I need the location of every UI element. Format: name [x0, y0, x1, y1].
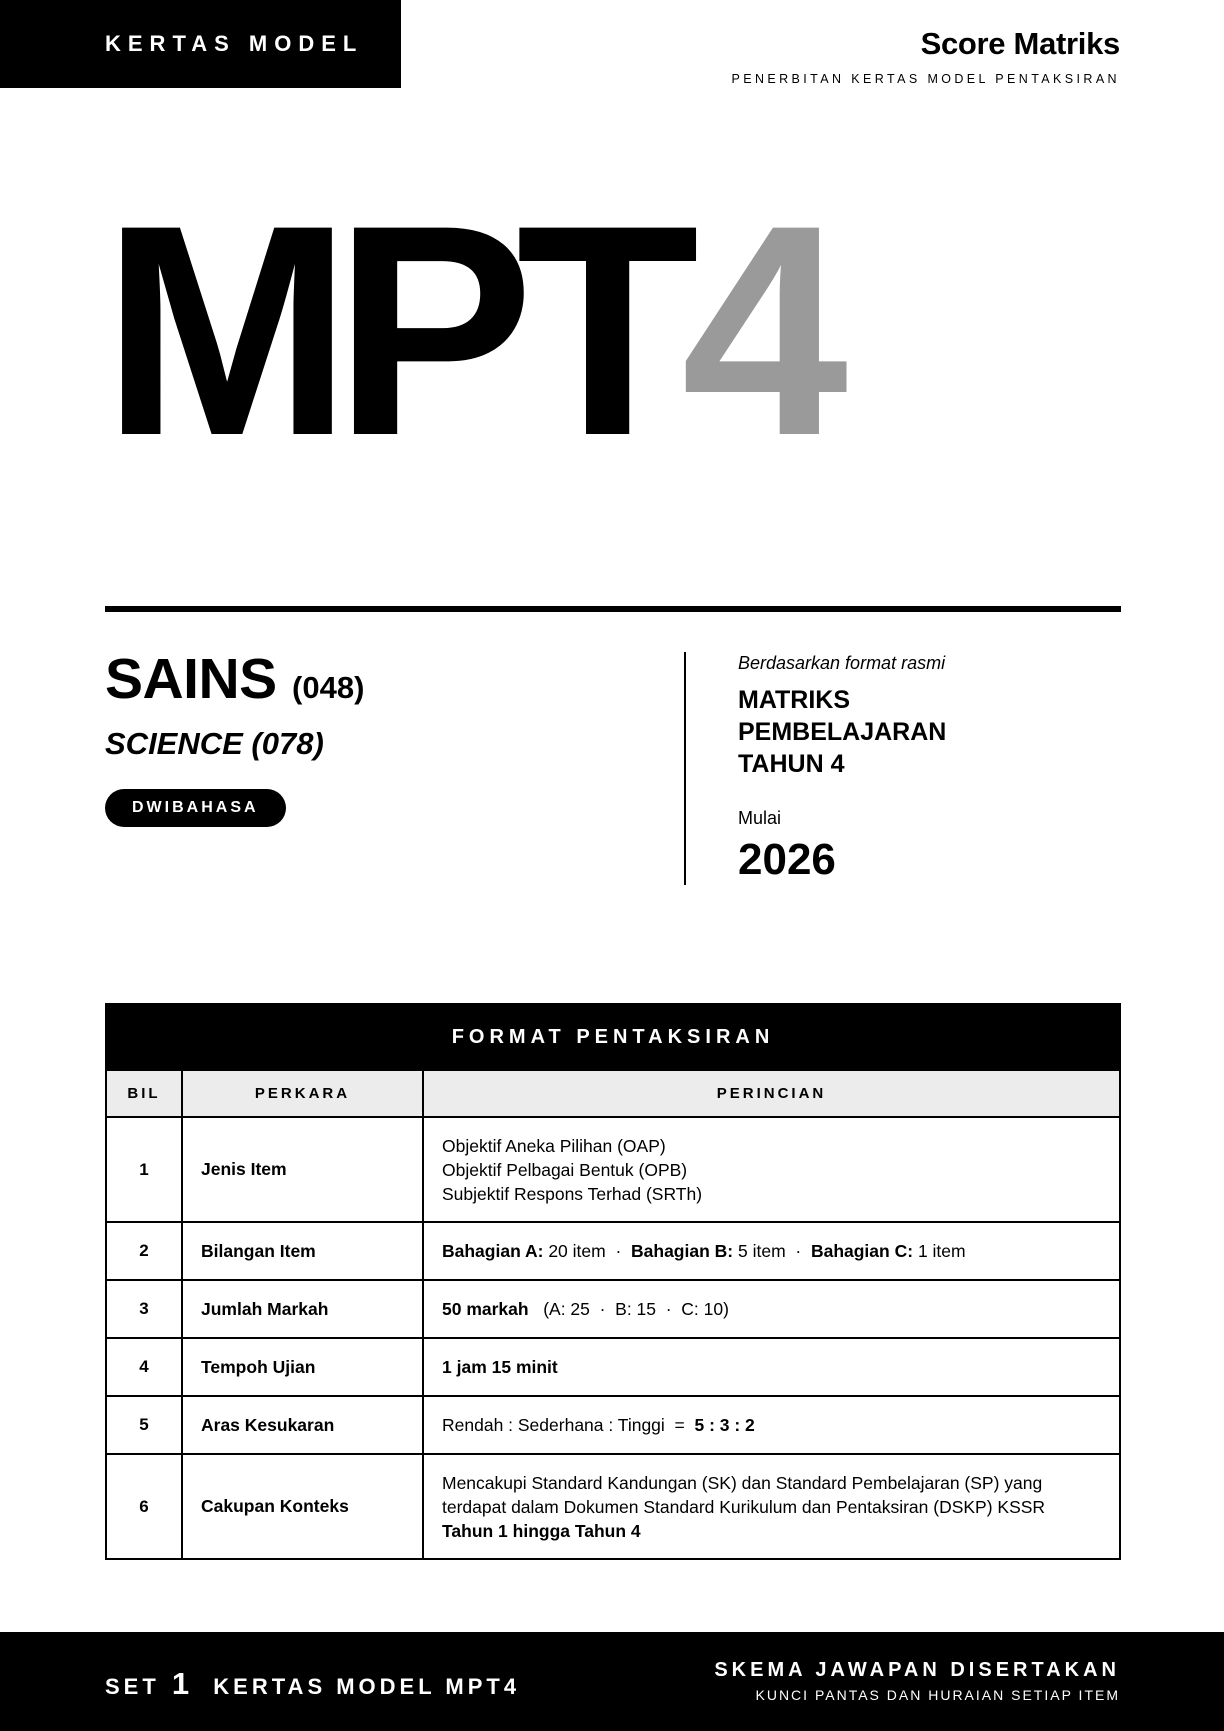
language-badge: DWIBAHASA — [105, 789, 286, 827]
row-item: Bilangan Item — [182, 1222, 423, 1280]
hero-title — [102, 162, 831, 498]
table-row — [106, 1396, 1120, 1454]
set-label: SET — [105, 1674, 160, 1699]
start-year: 2026 — [738, 835, 836, 884]
publisher-tagline: PENERBITAN KERTAS MODEL PENTAKSIRAN — [731, 72, 1120, 86]
subject-english: SCIENCE (078) — [105, 726, 324, 761]
section-a-value: 20 item — [548, 1241, 606, 1261]
series-label: KERTAS MODEL MPT4 — [213, 1674, 521, 1699]
answer-scheme-subtitle: KUNCI PANTAS DAN HURAIAN SETIAP ITEM — [755, 1687, 1120, 1703]
row-detail — [423, 1117, 1120, 1222]
curriculum-title — [738, 684, 946, 780]
row-item: Jenis Item — [182, 1117, 423, 1222]
subject-block — [105, 647, 365, 827]
table-row — [106, 1117, 1120, 1222]
row-item: Cakupan Konteks — [182, 1454, 423, 1559]
column-header-bil: BIL — [106, 1070, 182, 1117]
row-detail — [423, 1454, 1120, 1559]
column-header-perincian: PERINCIAN — [423, 1070, 1120, 1117]
row-number: 3 — [106, 1280, 182, 1338]
curriculum-info — [738, 653, 946, 885]
row-number: 1 — [106, 1117, 182, 1222]
detail-line: terdapat dalam Dokumen Standard Kurikulum dan Pentaksiran (DSKP) KSSR — [442, 1496, 1046, 1517]
row-number: 6 — [106, 1454, 182, 1559]
row-item: Jumlah Markah — [182, 1280, 423, 1338]
row-detail — [423, 1222, 1120, 1280]
difficulty-label: Rendah : Sederhana : Tinggi = — [442, 1415, 685, 1435]
marks-breakdown: (A: 25 · B: 15 · C: 10) — [543, 1299, 729, 1319]
start-label: Mulai — [738, 808, 782, 828]
subject-title — [105, 647, 365, 711]
curriculum-title-line: PEMBELAJARAN — [738, 718, 947, 746]
section-b-label: Bahagian B: — [631, 1241, 734, 1261]
section-a-label: Bahagian A: — [442, 1241, 544, 1261]
row-item: Tempoh Ujian — [182, 1338, 423, 1396]
table-row — [106, 1338, 1120, 1396]
format-note: Berdasarkan format rasmi — [738, 653, 946, 673]
row-detail: 1 jam 15 minit — [423, 1338, 1120, 1396]
section-b-value: 5 item — [738, 1241, 786, 1261]
detail-line: Objektif Aneka Pilihan (OAP) — [442, 1135, 666, 1156]
total-marks: 50 markah — [442, 1299, 529, 1319]
table-title: FORMAT PENTAKSIRAN — [106, 1004, 1120, 1070]
footer-bar — [0, 1632, 1224, 1731]
curriculum-title-line: TAHUN 4 — [738, 750, 845, 778]
subject-code: (048) — [292, 670, 365, 705]
set-label-group — [105, 1666, 520, 1702]
table-row — [106, 1280, 1120, 1338]
section-c-label: Bahagian C: — [810, 1241, 914, 1261]
detail-line: Subjektif Respons Terhad (SRTh) — [442, 1183, 703, 1204]
answer-scheme-title: SKEMA JAWAPAN DISERTAKAN — [714, 1659, 1120, 1681]
row-item: Aras Kesukaran — [182, 1396, 423, 1454]
detail-line: Tahun 1 hingga Tahun 4 — [442, 1520, 641, 1541]
subject-name: SAINS — [105, 647, 277, 711]
set-number: 1 — [171, 1666, 190, 1701]
row-number: 2 — [106, 1222, 182, 1280]
detail-line: Mencakupi Standard Kandungan (SK) dan Standard Pembelajaran (SP) yang — [442, 1472, 1043, 1493]
section-divider — [105, 606, 1121, 612]
table-row — [106, 1222, 1120, 1280]
table-row — [106, 1454, 1120, 1559]
separator: · — [615, 1241, 622, 1261]
row-number: 5 — [106, 1396, 182, 1454]
row-detail — [423, 1396, 1120, 1454]
curriculum-title-line: MATRIKS — [738, 686, 851, 714]
hero-digit: 4 — [681, 162, 831, 498]
hero-letters: MPT — [102, 162, 682, 498]
table-header-row — [106, 1070, 1120, 1117]
vertical-divider — [684, 652, 686, 885]
difficulty-ratio: 5 : 3 : 2 — [694, 1415, 755, 1435]
assessment-format-table — [105, 1003, 1121, 1560]
column-header-perkara: PERKARA — [182, 1070, 423, 1117]
row-number: 4 — [106, 1338, 182, 1396]
answer-scheme-note — [714, 1659, 1120, 1703]
detail-line: Objektif Pelbagai Bentuk (OPB) — [442, 1159, 688, 1180]
paper-type-tag: KERTAS MODEL — [0, 0, 401, 88]
section-c-value: 1 item — [917, 1241, 966, 1261]
row-detail — [423, 1280, 1120, 1338]
publisher-block — [731, 26, 1120, 86]
publisher-name: Score Matriks — [920, 26, 1120, 61]
separator: · — [795, 1241, 802, 1261]
